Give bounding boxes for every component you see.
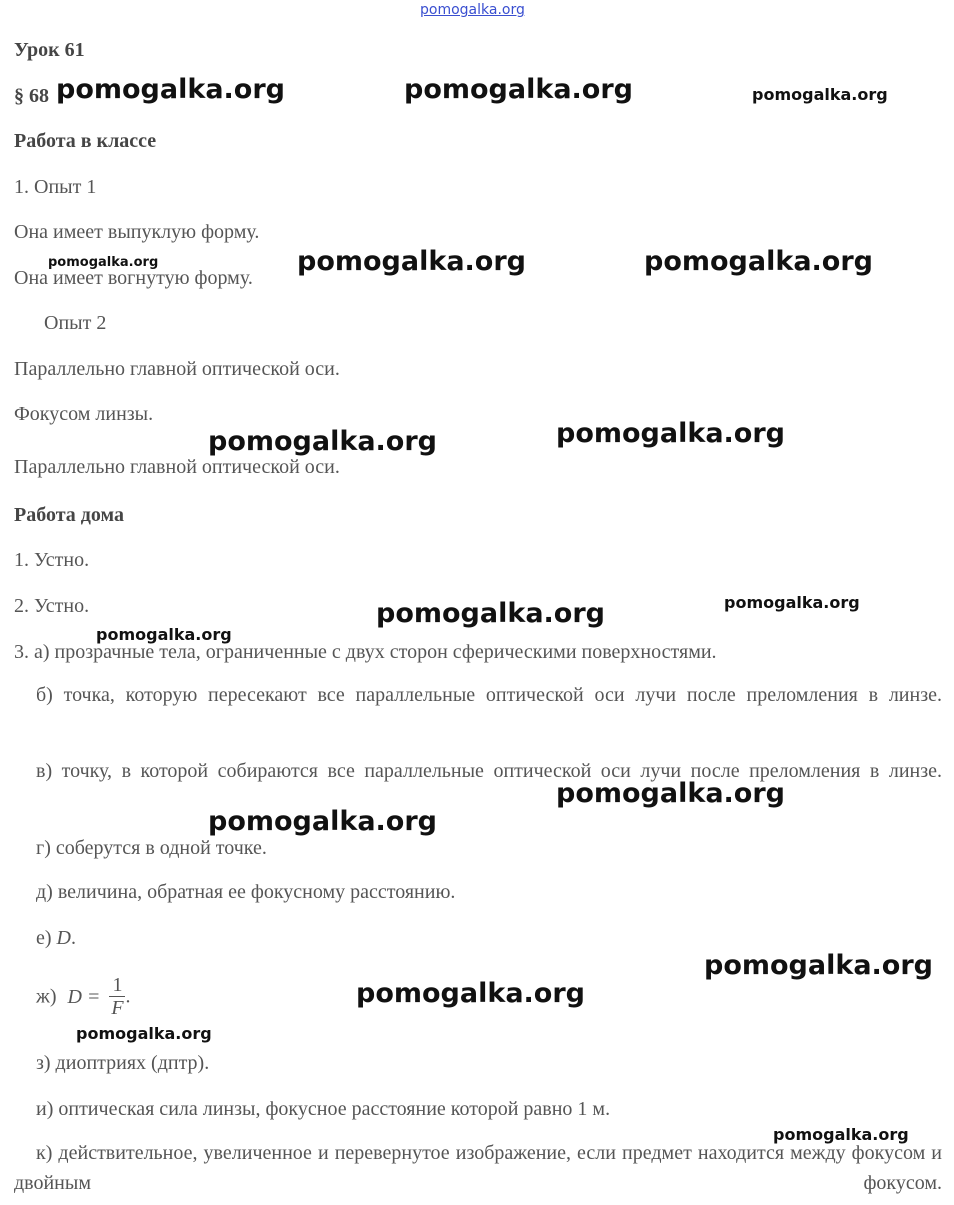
item-3e-symbol: D [56,927,71,949]
watermark: pomogalka.org [208,426,437,457]
homework-item-3b: б) точка, которую пересекают все параллельные оптической оси лучи после преломления в линзе. [36,684,942,706]
watermark: pomogalka.org [376,598,605,629]
watermark: pomogalka.org [773,1125,909,1144]
watermark: pomogalka.org [297,246,526,277]
homework-item-3e [36,928,76,948]
item-3zh-lhs: D = [67,985,101,1008]
homework-item-3d: д) величина, обратная ее фокусному расстоянию. [36,881,456,903]
experiment-2-label: Опыт 2 [44,312,107,334]
homework-item-3a: 3. а) прозрачные тела, ограниченные с двух сторон сферическими поверхностями. [14,641,717,663]
watermark: pomogalka.org [704,950,933,981]
homework-item-3k: к) действительное, увеличенное и перевернутое изображение, если предмет находится между фокусом и двойным фокусом. [14,1142,942,1194]
item-3zh-suffix: . [125,985,131,1008]
watermark: pomogalka.org [96,625,232,644]
fraction-numerator: 1 [109,974,125,997]
homework-item-2: 2. Устно. [14,595,90,617]
watermark: pomogalka.org [356,978,585,1009]
site-link[interactable]: pomogalka.org [420,2,525,18]
homework-item-1: 1. Устно. [14,549,90,571]
experiment-1-label: 1. Опыт 1 [14,176,97,198]
item-3zh-fraction [109,974,125,1019]
homework-heading: Работа дома [14,504,124,526]
lesson-title: Урок 61 [14,39,85,61]
watermark: pomogalka.org [208,806,437,837]
homework-item-3g: г) соберутся в одной точке. [36,837,267,859]
item-3e-prefix: е) [36,927,52,949]
experiment-2-answer-a: Параллельно главной оптической оси. [14,358,340,380]
experiment-1-answer-a: Она имеет выпуклую форму. [14,221,260,243]
watermark: pomogalka.org [752,85,888,104]
experiment-1-answer-b: Она имеет вогнутую форму. [14,267,253,289]
watermark: pomogalka.org [76,1024,212,1043]
item-3e-suffix: . [71,927,76,949]
watermark: pomogalka.org [556,778,785,809]
experiment-2-answer-c: Параллельно главной оптической оси. [14,456,340,478]
experiment-2-answer-b: Фокусом линзы. [14,403,154,425]
watermark: pomogalka.org [404,74,633,105]
watermark: pomogalka.org [724,593,860,612]
homework-item-3z: з) диоптриях (дптр). [36,1052,210,1074]
watermark: pomogalka.org [48,255,159,270]
homework-item-3v: в) точку, в которой собираются все параллельные оптической оси лучи после преломления в линзе. [36,760,942,782]
homework-item-3zh [36,974,130,1019]
watermark: pomogalka.org [644,246,873,277]
classwork-heading: Работа в классе [14,130,157,152]
watermark: pomogalka.org [556,418,785,449]
watermark: pomogalka.org [56,74,285,105]
item-3zh-prefix: ж) [36,985,57,1008]
fraction-denominator: F [111,997,124,1019]
homework-item-3i: и) оптическая сила линзы, фокусное расстояние которой равно 1 м. [36,1098,611,1120]
paragraph-number: § 68 [14,85,49,107]
